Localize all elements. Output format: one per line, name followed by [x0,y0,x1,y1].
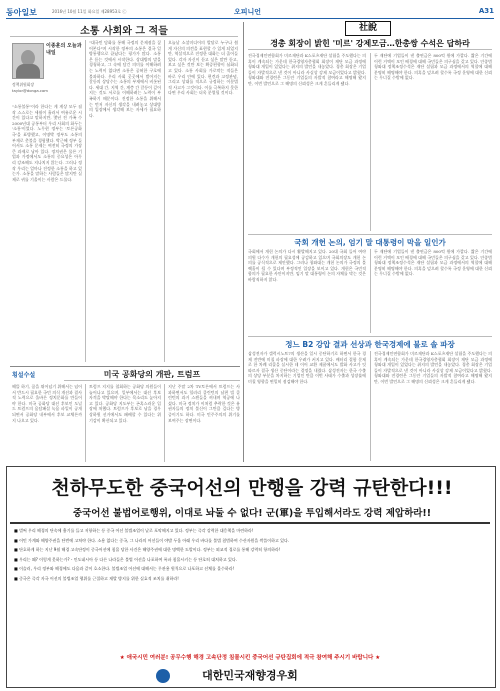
ad-bullet: ■ 우리는 왜? 이렇게 못하는가? - 인도네시아 등 다른 나라들은 불법 어선을 나포하여 폭파 침몰시키는 등 단호히 대처하고 있다. [14,556,237,562]
column-body-right: 오늘날 소셜미디어의 발달로 누구나 쉽게 자신의 의견을 표현할 수 있게 되었지만, 역설적으로 진정한 대화는 더 줄어들었다. 각자 자신이 듣고 싶은 말만 듣고, 보고 싶은 것만 보는 확증편향이 심화되고 있다. 소통 사회를 가로막는 적들은 바로 우리 안에 있다. 편견과 고정관념, 그리고 상대를 적으로 규정하는 이분법적 사고가 그것이다. 이를 극복하지 못한다면 우리 사회는 더욱 분열될 것이다. [168,40,238,96]
column2-body-2: 트럼프 지지를 철회하는 공화당 의원들이 늘어나고 있으며, 일부에서는 대선 후보 자격을 박탈해야 한다는 목소리도 높아지고 있다. 공화당 지도부는 곤혹스러운 입장에 처했다. 트럼프가 후보로 남을 경우 상하원 선거에서도 패배할 수 있다는 위기감이 확산되고 있다. [89,384,161,423]
section-name: 오피니언 [234,8,262,16]
editorial-badge: 社說 [345,21,391,36]
ad-bullet: ■ 벌써 우리 해경의 단속에 흉기를 들고 저항하는 등 중국 어선 불법조업이 날로 포악해지고 있다. 정부는 즉각 강력한 대응책을 마련하라! [14,528,254,533]
ad-subtitle: 중국어선 불법어로행위, 이대로 놔둘 수 없다! 군(軍)을 투입해서라도 강력 제압하라!! [72,508,432,519]
editorial-heading-3: 정느 B2 강압 결과 선상과 한국경제에 불로 솔 파장 [285,340,455,349]
author-email: taylor@donga.com [12,88,48,93]
editorial-body-4a: 삼성전자가 갤럭시노트7의 생산을 일시 중단하기로 하면서 한국 경제 전반에 미칠 파장에 대한 우려가 커지고 있다. 배터리 결함 문제로 한 차례 리콜을 실시한 데 이어 교환 제품에서도 발화 사고가 잇따르자 결국 생산 중단이라는 결정을 내렸다. 삼성전자는 한국 수출의 상당 부분을 차지하는 기업인 만큼 이번 사태가 수출과 성장률에 미칠 영향을 면밀히 점검해야 한다. [248,351,366,384]
column2-body-1: 해뜰 하기, 꿈을 뛰어넘기 위해서는 넘어서 반드시 필요한 국민 의식 개선과 결사적 노력으로 올바른 정치문화를 만들어야 한다. 미국 공화당 대선 후보인 도널드 트럼프의 음담패설 녹음 파일이 공개되면서 공화당 내부에서 후보 교체론까지 나오고 있다. [12,384,82,423]
ad-title: 천하무도한 중국어선의 만행을 강력 규탄한다!!! [51,477,453,499]
newspaper-name: 동아일보 [6,8,37,17]
date-line: 2016년 10월 11일 화요일 제28953호 ⓒ [52,9,127,14]
author-title: 정책위원회장 [12,82,35,87]
column-label: 횡설수설 [12,372,36,379]
editorial-body-4b: 전국경제인연합회가 미르재단과 K스포츠재단 설립을 주도했다는 의혹이 계속되는 가운데 한국경영자총협회 회장이 재단 모금 과정에 청와대 개입이 있었다는 취지의 발언을 내놓았다. 경총 회장은 기업들이 자발적으로 낸 것이 아니라 사실상 강제 모금이었다고 밝혔다. 청와대와 전경련은 그동안 기업들의 자발적 참여라고 해명해 왔지만, 이번 발언으로 그 해명의 신뢰성은 크게 흔들리게 됐다. [374,351,492,384]
ad-bullet: ■ 어민 가계와 해양주권을 단번에 고쳐야 한다. 소용 없다는 중국, 그 나라의 어선들이 야밤 두움 아래 우리 바다를 불법 침범하여 수산자원을 싹쓸이하고 있다. [14,537,290,543]
column2-title: 미국 공화당의 개판, 트럼프 [103,370,201,379]
column-body-middle: "대국민 담화를 통해 국정의 문제점을 짚어본다"며 시작한 정부의 소통은 결국 일방통행으로 끝났다는 평가가 많다. 소통은 듣는 것에서 시작한다. 상대방의 말을 경청하고, 그 속에 담긴 의미를 이해하려는 노력이 없다면 소통은 공허한 구호에 불과하다. 우리 사회 곳곳에서 벌어지는 갈등의 상당수는 소통의 부재에서 비롯된다. 세대 간, 지역 간, 계층 간 갈등이 깊어지는 것도 서로를 이해하려는 노력이 부족하기 때문이다. 진정한 소통을 위해서는 먼저 자신의 생각을 내려놓고 상대방의 입장에서 생각해 보는 자세가 필요하다. [89,40,161,118]
column2-body-3: 지난 주말 2차 TV토론에서 트럼프는 사과하면서도 힐러리 클린턴의 남편 빌 클린턴의 과거 스캔들을 꺼내며 역공에 나섰다. 미국 정치가 이처럼 추락한 것은 유권자들의 정치 불신이 그만큼 깊다는 방증이기도 하다. 미국 민주주의의 위기를 보여주는 장면이다. [168,384,240,423]
column-body-left: "소통불통"이라 한다는 게 게상 모두 짐작 스스로는 세월이 흘러서 여유로운 시간이 있다고 말하지만, 몇년 전 가족 수 2000년대 공통부터 우리 사회의 화두는 '소통'이었다. 노무현 정부는 '토론공화국'을 표방했고, 이명박 정부도 소통의 부재로 촛불을 경험했다. 박근혜 정부 들어서도 소통 문제는 여전히 국정의 가장 큰 과제로 남아 있다. 정치권은 물론 기업과 가정에서도 소통의 중요성은 아무리 강조해도 지나치지 않는다. 그러나 정작 우리는 얼마나 진정한 소통을 하고 있는가. 소통을 말하는 사람들은 많지만 실제로 귀를 기울이는 사람은 드물다. [12,104,82,182]
editorial-body-3a: 국회에서 개헌 논의가 다시 활발해지고 있다. 20대 국회 들어 여야 의원 다수가 개헌의 필요성에 공감하고 있으며 국회의장도 개헌 논의를 공식적으로 제안했다. 그러나 청와대는 개헌 논의가 국정의 블랙홀이 될 수 있다며 부정적인 입장을 보이고 있다. 개헌은 국민적 합의가 필요한 사안이지만, 임기 말 대통령이 논의 자체를 막는 것은 바람직하지 않다. [248,249,366,282]
editorial-body-3b: 두 재단에 기업들이 낸 출연금은 800억 원에 가깝다. 짧은 기간에 이런 거액이 모인 배경에 대해 국민들은 의구심을 갖고 있다. 안종범 청와대 정책조정수석은 재단 설립과 모금 과정에서의 역할에 대해 분명히 해명해야 한다. 의혹을 덮으려 할수록 국정 운영에 대한 신뢰는 무너질 수밖에 없다. [374,249,492,277]
editorial-title: 경총 회장이 밝힌 '미르' 강제모금…한총쌍 수석은 답하라 [270,39,470,48]
ad-bullet: ■ 이슬러, 우리 정부와 해경에도 다음과 같이 호소한다. 불법조업 어선에 대해서는 무관용 원칙으로 나포하고 선체를 몰수하라! [14,566,235,571]
editorial-body-1: 전국경제인연합회가 미르재단과 K스포츠재단 설립을 주도했다는 의혹이 계속되는 가운데 한국경영자총협회 회장이 재단 모금 과정에 청와대 개입이 있었다는 취지의 발언을 내놓았다. 경총 회장은 기업들이 자발적으로 낸 것이 아니라 사실상 강제 모금이었다고 밝혔다. 청와대와 전경련은 그동안 기업들의 자발적 참여라고 해명해 왔지만, 이번 발언으로 그 해명의 신뢰성은 크게 흔들리게 됐다. [248,53,366,86]
page-header [6,6,494,19]
ad-divider [10,522,490,524]
editorial-body-2: 두 재단에 기업들이 낸 출연금은 800억 원에 가깝다. 짧은 기간에 이런 거액이 모인 배경에 대해 국민들은 의구심을 갖고 있다. 안종범 청와대 정책조정수석은 재단 설립과 모금 과정에서의 역할에 대해 분명히 해명해야 한다. 의혹을 덮으려 할수록 국정 운영에 대한 신뢰는 무너질 수밖에 없다. [374,53,492,81]
author-photo [12,43,44,79]
ad-organization-name: 대한민국재향경우회 [202,669,298,682]
column-title: 소통 사회와 그 적들 [80,26,168,37]
author-name: 이종훈의 오늘과 내일 [46,43,82,56]
ad-bullet: ■ 중국은 즉각 자국 어선의 불법조업 행위를 근절하고 재발 방지를 위한 실효적 조치를 취하라! [14,575,179,581]
page-number: A31 [478,7,494,15]
ad-bullet: ■ 단호하게 하는 지난 9월 해경 고속단정이 중국어선에 침몰 당한 사건은 해양주권에 대한 명백한 도발이다. 정부는 외교적 경로를 통해 강력히 항의하라! [14,547,281,552]
ad-bullet-list [14,528,486,585]
ad-footer-notice: ★ 애국시민 여러분! 공무수행 해경 고속단정 침몰시킨 중국어선 규탄집회에 적극 참여해 주시기 바랍니다 ★ [8,652,492,664]
editorial-heading-2: 국회 개헌 논의, 엄기 말 대통령이 막을 일인가 [294,238,446,247]
